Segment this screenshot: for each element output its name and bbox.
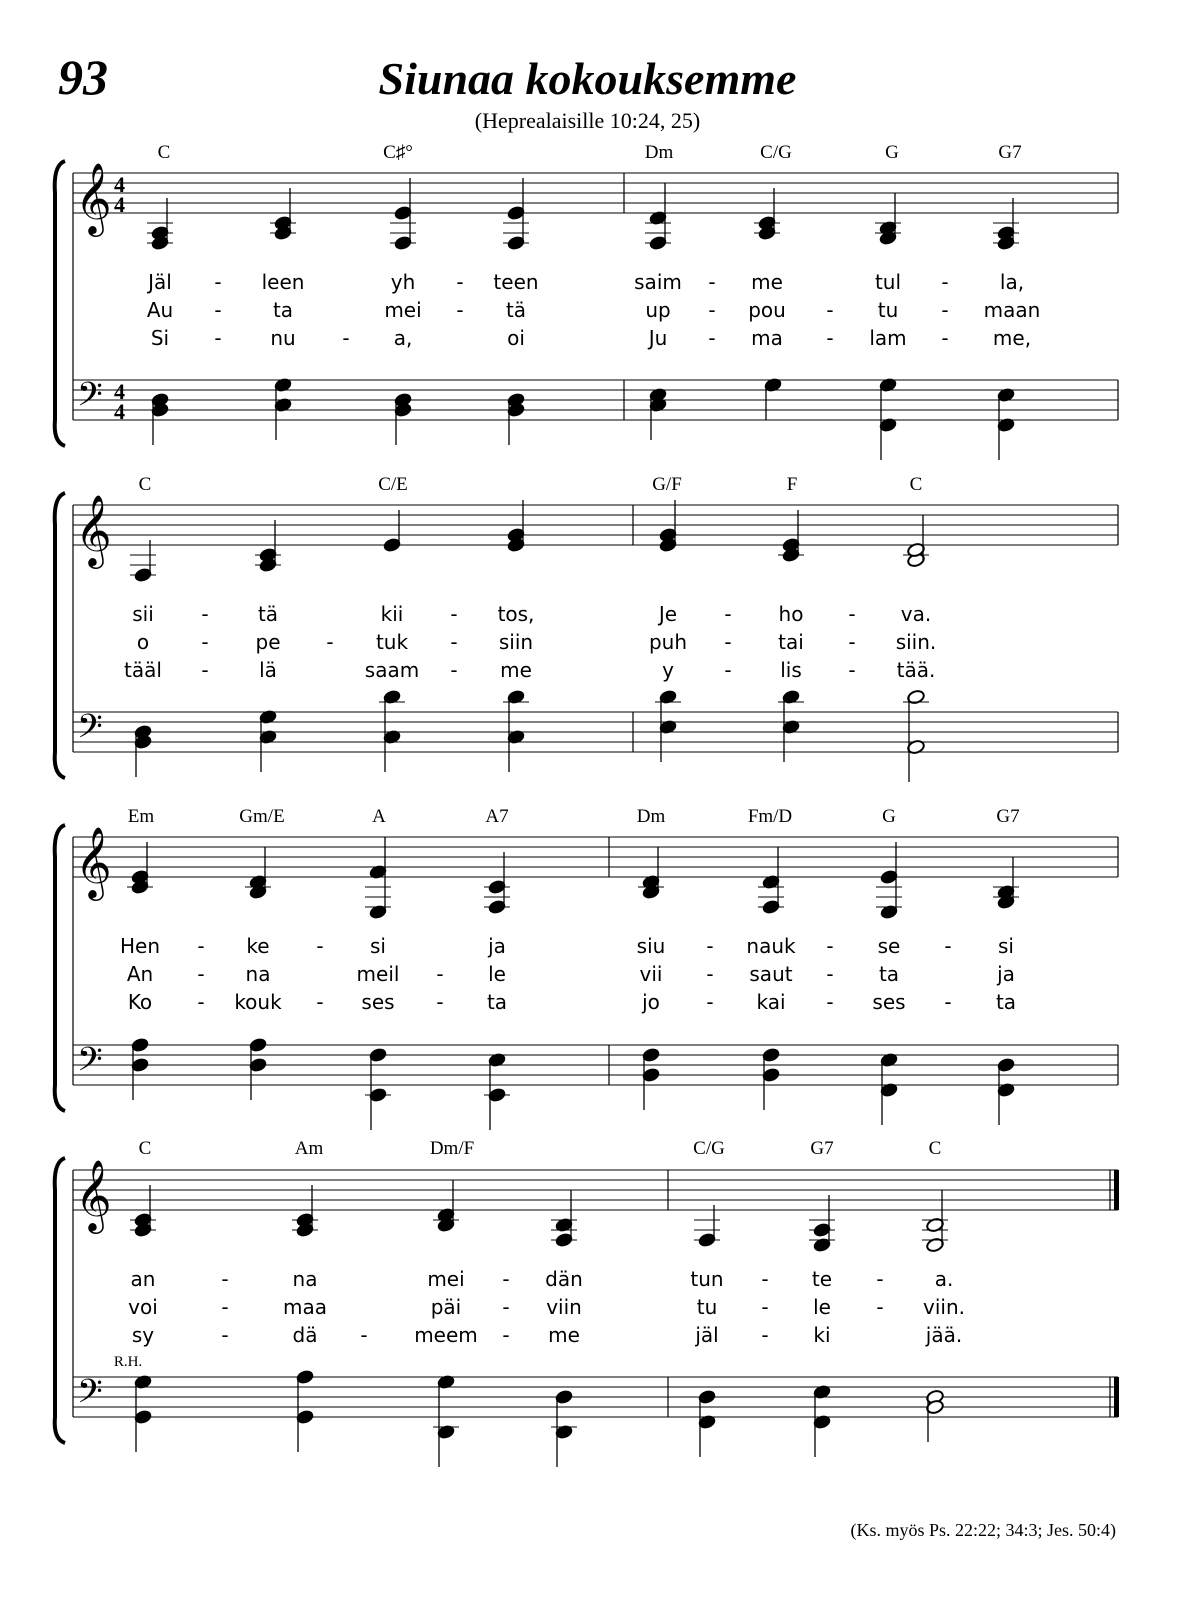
lyric-syllable: na — [245, 962, 271, 986]
lyric-syllable: - — [724, 630, 732, 654]
lyric-syllable: Au — [146, 298, 174, 322]
lyric-syllable: puh — [648, 630, 688, 654]
lyric-syllable: tä — [257, 602, 279, 626]
lyric-syllable: - — [450, 630, 458, 654]
lyric-syllable: sii — [132, 602, 154, 626]
lyric-syllable: - — [706, 990, 714, 1014]
lyric-syllable: - — [456, 298, 464, 322]
lyric-syllable: - — [201, 630, 209, 654]
bass-clef-icon: 𝄢 — [77, 708, 103, 754]
lyric-syllable: mei — [384, 298, 422, 322]
chord-symbol: Em — [127, 806, 155, 827]
lyric-syllable: maan — [983, 298, 1041, 322]
lyric-syllable: ta — [878, 962, 900, 986]
lyric-syllable: pe — [255, 630, 281, 654]
final-barline-thick — [1114, 1377, 1119, 1417]
lyric-syllable: Ko — [127, 990, 153, 1014]
lyric-syllable: siin. — [895, 630, 937, 654]
lyric-syllable: pou — [748, 298, 786, 322]
lyric-syllable: mei — [427, 1267, 465, 1291]
lyric-syllable: ja — [997, 962, 1015, 986]
lyric-syllable: o — [136, 630, 150, 654]
lyric-syllable: - — [316, 990, 324, 1014]
lyric-syllable: teen — [493, 270, 539, 294]
lyric-syllable: - — [848, 658, 856, 682]
lyric-syllable: - — [761, 1295, 769, 1319]
chord-symbol: A — [372, 806, 386, 827]
lyric-syllable: tä — [505, 298, 527, 322]
chord-symbol: G — [882, 806, 896, 827]
lyric-syllable: - — [944, 934, 952, 958]
lyric-syllable: ses — [872, 990, 906, 1014]
lyric-syllable: - — [326, 630, 334, 654]
lyric-syllable: - — [826, 298, 834, 322]
lyric-syllable: saim — [634, 270, 682, 294]
system-2 — [55, 474, 1118, 782]
lyric-syllable: jo — [642, 990, 660, 1014]
chord-symbol: Am — [294, 1138, 324, 1159]
lyric-syllable: viin — [546, 1295, 582, 1319]
lyric-syllable: - — [214, 326, 222, 350]
lyric-syllable: tu — [696, 1295, 718, 1319]
lyric-syllable: ke — [246, 934, 270, 958]
lyric-syllable: tää. — [896, 658, 936, 682]
lyric-syllable: - — [316, 934, 324, 958]
chord-symbol: G7 — [998, 142, 1022, 163]
treble-clef-icon: 𝄞 — [75, 161, 112, 234]
lyric-syllable: meil — [356, 962, 400, 986]
lyric-syllable: - — [941, 270, 949, 294]
lyric-syllable: siin — [498, 630, 534, 654]
lyric-syllable: y — [662, 658, 674, 682]
lyric-syllable: - — [214, 270, 222, 294]
chord-symbol: C/E — [378, 474, 408, 495]
lyric-syllable: - — [502, 1267, 510, 1291]
lyric-syllable: kai — [756, 990, 786, 1014]
final-barline-thick — [1114, 1170, 1119, 1210]
lyric-syllable: - — [360, 1323, 368, 1347]
lyric-syllable: dän — [545, 1267, 583, 1291]
lyric-syllable: - — [502, 1295, 510, 1319]
lyric-syllable: jäl — [695, 1323, 719, 1347]
chord-symbol: G/F — [652, 474, 682, 495]
footnote-references: (Ks. myös Ps. 22:22; 34:3; Jes. 50:4) — [850, 1520, 1116, 1540]
lyric-syllable: - — [706, 934, 714, 958]
lyric-syllable: te — [811, 1267, 833, 1291]
chord-symbol: Dm — [644, 142, 674, 163]
lyric-syllable: - — [708, 298, 716, 322]
bass-clef-icon: 𝄢 — [77, 1041, 103, 1087]
lyric-syllable: An — [126, 962, 154, 986]
lyric-syllable: - — [197, 962, 205, 986]
lyric-syllable: - — [761, 1323, 769, 1347]
lyric-syllable: leen — [261, 270, 305, 294]
lyric-syllable: se — [877, 934, 901, 958]
chord-symbol: C — [928, 1138, 942, 1159]
lyric-syllable: me — [751, 270, 783, 294]
lyric-syllable: la, — [999, 270, 1025, 294]
lyric-syllable: nauk — [746, 934, 796, 958]
right-hand-mark: R.H. — [113, 1354, 143, 1370]
chord-symbol: Dm/F — [429, 1138, 475, 1159]
lyric-syllable: me — [500, 658, 532, 682]
lyric-syllable: vii — [639, 962, 663, 986]
treble-time-signature-top: 4 — [114, 172, 125, 197]
system-4 — [55, 1138, 1119, 1467]
lyric-syllable: - — [436, 990, 444, 1014]
lyric-syllable: - — [502, 1323, 510, 1347]
lyric-syllable: - — [708, 326, 716, 350]
lyric-syllable: dä — [292, 1323, 318, 1347]
lyric-syllable: tu — [877, 298, 899, 322]
lyric-syllable: - — [456, 270, 464, 294]
lyric-syllable: meem — [414, 1323, 478, 1347]
system-brace — [55, 825, 65, 1111]
lyric-syllable: - — [876, 1295, 884, 1319]
lyric-syllable: me, — [992, 326, 1032, 350]
chord-symbol: Fm/D — [747, 806, 793, 827]
lyric-syllable: - — [848, 630, 856, 654]
lyric-syllable: oi — [507, 326, 525, 350]
lyric-syllable: an — [130, 1267, 156, 1291]
lyric-syllable: tun — [690, 1267, 724, 1291]
treble-time-signature-bottom: 4 — [114, 192, 125, 217]
system-1 — [55, 142, 1118, 460]
lyric-syllable: ma — [751, 326, 783, 350]
system-brace — [55, 493, 65, 778]
chord-symbol: G7 — [810, 1138, 834, 1159]
lyric-syllable: - — [197, 990, 205, 1014]
lyric-syllable: na — [292, 1267, 318, 1291]
system-3 — [55, 806, 1118, 1130]
hymn-number: 93 — [58, 49, 108, 105]
lyric-syllable: up — [645, 298, 671, 322]
lyric-syllable: kouk — [234, 990, 282, 1014]
lyric-syllable: le — [488, 962, 506, 986]
lyric-syllable: tul — [874, 270, 902, 294]
lyric-syllable: va. — [900, 602, 932, 626]
lyric-syllable: - — [221, 1323, 229, 1347]
lyric-syllable: - — [724, 602, 732, 626]
lyric-syllable: - — [826, 962, 834, 986]
lyric-syllable: ta — [486, 990, 508, 1014]
lyric-syllable: päi — [430, 1295, 462, 1319]
lyric-syllable: tääl — [124, 658, 162, 682]
chord-symbol: C/G — [693, 1138, 725, 1159]
lyric-syllable: - — [708, 270, 716, 294]
lyric-syllable: Je — [658, 602, 678, 626]
lyric-syllable: le — [813, 1295, 831, 1319]
bass-time-signature-top: 4 — [114, 379, 125, 404]
lyric-syllable: - — [826, 934, 834, 958]
lyric-syllable: - — [221, 1295, 229, 1319]
lyric-syllable: jää. — [925, 1323, 963, 1347]
hymn-title: Siunaa kokouksemme — [378, 53, 797, 104]
lyric-syllable: - — [201, 602, 209, 626]
chord-symbol: C — [157, 142, 171, 163]
system-brace — [55, 1158, 65, 1443]
lyric-syllable: tos, — [497, 602, 535, 626]
lyric-syllable: nu — [270, 326, 296, 350]
chord-symbol: Dm — [636, 806, 666, 827]
lyric-syllable: - — [201, 658, 209, 682]
lyric-syllable: ta — [995, 990, 1017, 1014]
lyric-syllable: sy — [131, 1323, 155, 1347]
lyric-syllable: ses — [361, 990, 395, 1014]
system-brace — [55, 161, 65, 446]
bass-time-signature-bottom: 4 — [114, 399, 125, 424]
chord-symbol: G7 — [996, 806, 1020, 827]
lyric-syllable: si — [370, 934, 386, 958]
lyric-syllable: siu — [636, 934, 666, 958]
chord-symbol: C — [138, 474, 152, 495]
bass-clef-icon: 𝄢 — [77, 1373, 103, 1419]
chord-symbol: A7 — [485, 806, 509, 827]
lyric-syllable: - — [450, 602, 458, 626]
treble-clef-icon: 𝄞 — [75, 493, 112, 566]
chord-symbol: C — [138, 1138, 152, 1159]
lyric-syllable: - — [436, 962, 444, 986]
lyric-syllable: ta — [272, 298, 294, 322]
lyric-syllable: - — [724, 658, 732, 682]
lyric-syllable: lä — [259, 658, 277, 682]
lyric-syllable: - — [826, 326, 834, 350]
lyric-syllable: ja — [488, 934, 506, 958]
lyric-syllable: tai — [778, 630, 804, 654]
lyric-syllable: - — [941, 298, 949, 322]
lyric-syllable: - — [706, 962, 714, 986]
lyric-syllable: saam — [364, 658, 420, 682]
lyric-syllable: ki — [813, 1323, 831, 1347]
lyric-syllable: - — [197, 934, 205, 958]
lyric-syllable: - — [761, 1267, 769, 1291]
lyric-syllable: Jäl — [148, 270, 172, 294]
lyric-syllable: - — [941, 326, 949, 350]
chord-symbol: C/G — [760, 142, 792, 163]
chord-symbol: G — [885, 142, 899, 163]
lyric-syllable: lam — [869, 326, 907, 350]
lyric-syllable: a, — [393, 326, 413, 350]
lyric-syllable: Ju — [648, 326, 668, 350]
lyric-syllable: yh — [390, 270, 416, 294]
lyric-syllable: kii — [380, 602, 404, 626]
lyric-syllable: - — [342, 326, 350, 350]
lyric-syllable: Hen — [119, 934, 161, 958]
treble-clef-icon: 𝄞 — [75, 1158, 112, 1231]
lyric-syllable: - — [221, 1267, 229, 1291]
lyric-syllable: saut — [749, 962, 793, 986]
lyric-syllable: Si — [150, 326, 170, 350]
lyric-syllable: voi — [128, 1295, 158, 1319]
chord-symbol: C♯° — [383, 142, 413, 163]
lyric-syllable: - — [826, 990, 834, 1014]
chord-symbol: Gm/E — [239, 806, 285, 827]
bass-clef-icon: 𝄢 — [77, 376, 103, 422]
chord-symbol: C — [909, 474, 923, 495]
lyric-syllable: - — [214, 298, 222, 322]
lyric-syllable: si — [998, 934, 1014, 958]
scripture-reference: (Heprealaisille 10:24, 25) — [474, 108, 701, 133]
lyric-syllable: lis — [780, 658, 802, 682]
lyric-syllable: viin. — [923, 1295, 965, 1319]
lyric-syllable: maa — [283, 1295, 327, 1319]
chord-symbol: F — [786, 474, 798, 495]
lyric-syllable: a. — [934, 1267, 954, 1291]
lyric-syllable: ho — [778, 602, 804, 626]
lyric-syllable: - — [876, 1267, 884, 1291]
lyric-syllable: - — [848, 602, 856, 626]
lyric-syllable: - — [450, 658, 458, 682]
lyric-syllable: tuk — [375, 630, 409, 654]
treble-clef-icon: 𝄞 — [75, 825, 112, 898]
lyric-syllable: - — [944, 990, 952, 1014]
lyric-syllable: me — [548, 1323, 580, 1347]
